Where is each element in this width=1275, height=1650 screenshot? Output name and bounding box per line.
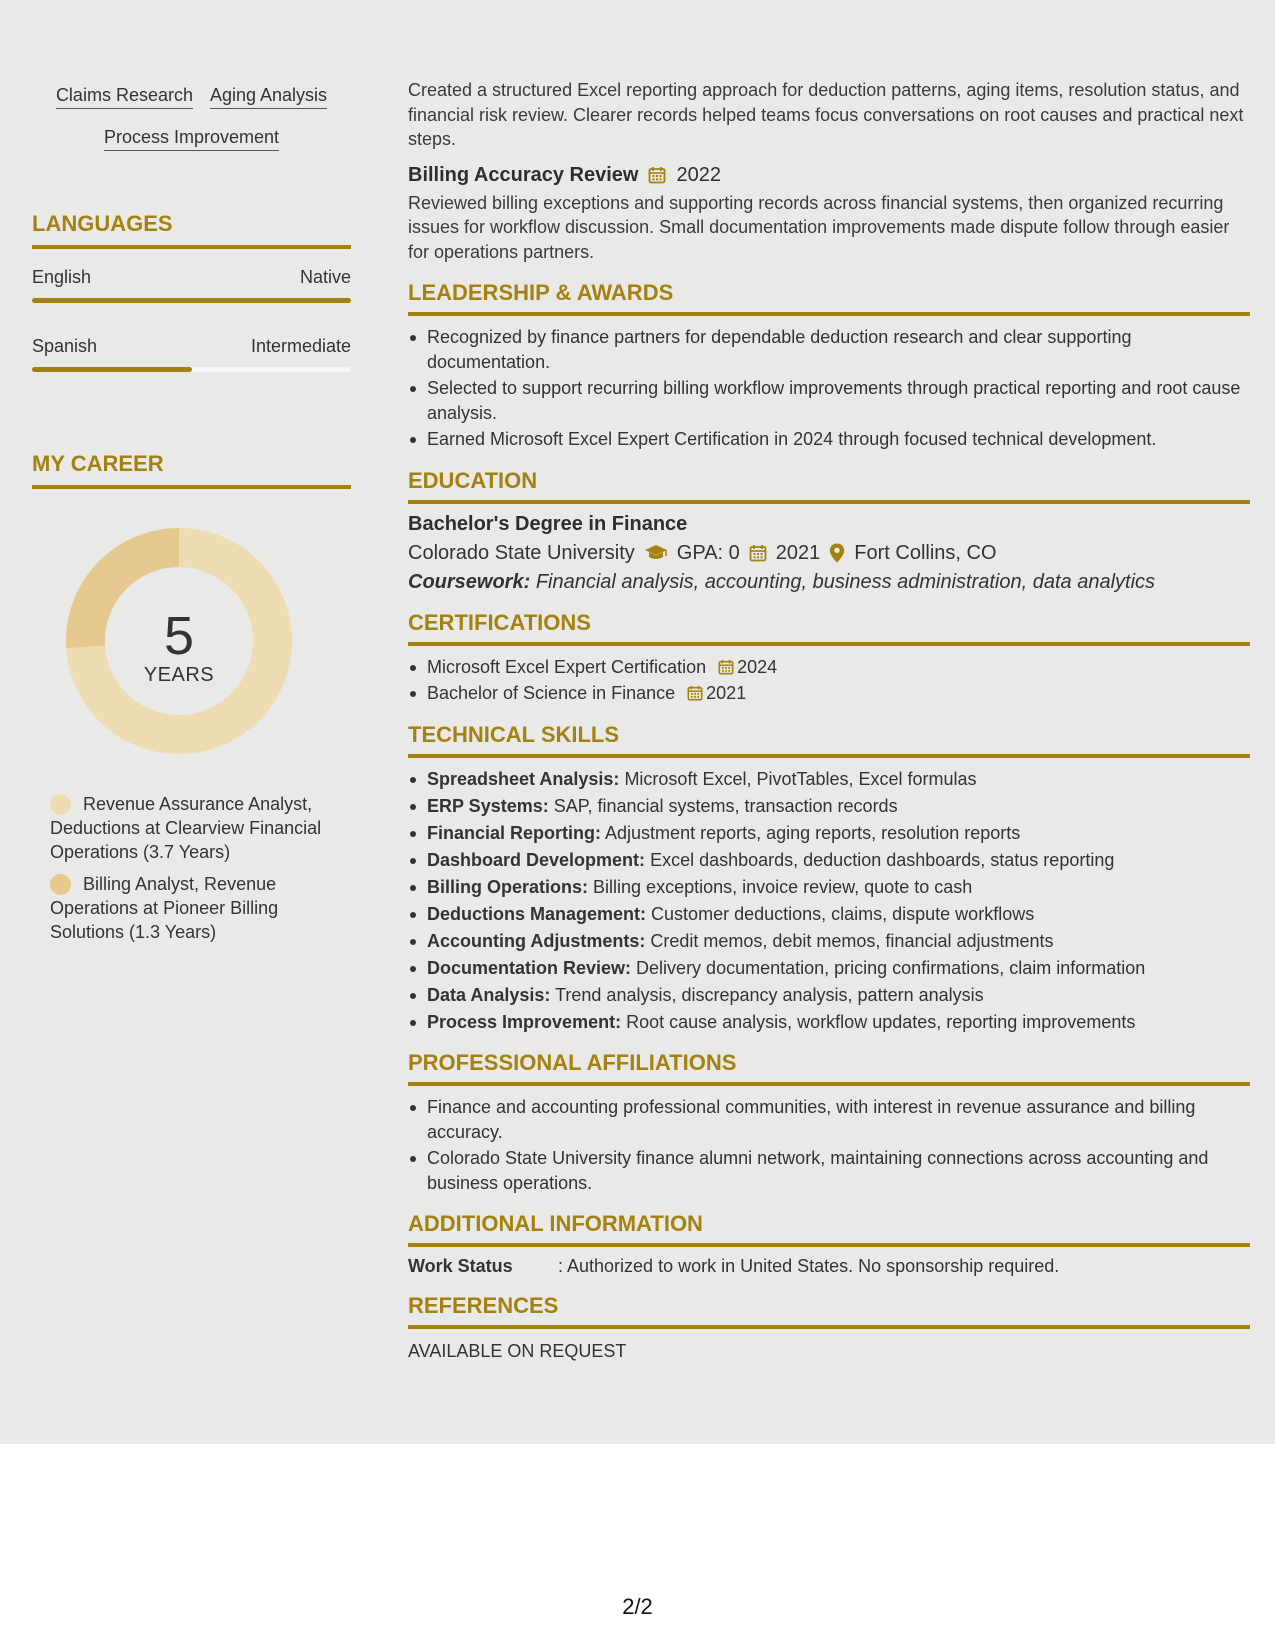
skill-item [408, 767, 1250, 792]
list-item: Earned Microsoft Excel Expert Certification in 2024 through focused technical development. [408, 427, 1250, 452]
graduation-cap-icon [644, 544, 668, 562]
project-title: Billing Accuracy Review [408, 163, 639, 186]
section-title: PROFESSIONAL AFFILIATIONS [408, 1050, 737, 1075]
skill-label: Data Analysis: [427, 984, 551, 1005]
coursework-text: Financial analysis, accounting, business administration, data analytics [535, 570, 1156, 593]
language-bar-fill [32, 298, 351, 303]
section-divider [408, 1243, 1250, 1247]
skill-item [408, 956, 1250, 981]
skill-item [408, 902, 1250, 927]
list-item: Finance and accounting professional communities, with interest in revenue assurance and billing accuracy. [408, 1095, 1250, 1144]
skill-value: Root cause analysis, workflow updates, reporting improvements [626, 1011, 1136, 1032]
gpa: GPA: 0 [676, 541, 740, 564]
coursework [408, 571, 1250, 594]
references-text: AVAILABLE ON REQUEST [408, 1341, 627, 1361]
section-title: LANGUAGES [32, 211, 173, 236]
skill-item [408, 821, 1250, 846]
career-role [50, 792, 340, 864]
skill-item [408, 848, 1250, 873]
skill-chips [32, 84, 351, 168]
language-name: Spanish [32, 336, 98, 356]
skill-value: Adjustment reports, aging reports, resolution reports [605, 822, 1021, 843]
calendar-icon [687, 685, 703, 701]
project-description: Reviewed billing exceptions and supporting records across financial systems, then organized recurring issues for workflow discussion. Small documentation improvements made dispute follow through easier for operations partners. [408, 192, 1230, 262]
skill-value: Delivery documentation, pricing confirmations, claim information [636, 957, 1146, 978]
additional-info-section [408, 1211, 1250, 1277]
skill-chip: Aging Analysis [210, 84, 327, 109]
skill-value: SAP, financial systems, transaction records [553, 795, 898, 816]
skill-value: Excel dashboards, deduction dashboards, status reporting [650, 849, 1115, 870]
technical-skills-section [408, 722, 1250, 1035]
skill-item [408, 1010, 1250, 1035]
work-status-label: Work Status [408, 1256, 513, 1276]
skill-value: Customer deductions, claims, dispute workflows [651, 903, 1035, 924]
language-item [32, 336, 351, 372]
skill-label: Process Improvement: [427, 1011, 622, 1032]
certification-year: 2021 [706, 683, 747, 703]
references-section [408, 1293, 1250, 1362]
education-details [408, 542, 1250, 565]
language-bar [32, 367, 351, 372]
list-item: Selected to support recurring billing workflow improvements through practical reporting and root cause analysis. [408, 376, 1250, 425]
skill-value: Trend analysis, discrepancy analysis, pattern analysis [555, 984, 984, 1005]
career-role-text: Billing Analyst, Revenue Operations at Pioneer Billing Solutions (1.3 Years) [50, 874, 279, 942]
skill-value: Credit memos, debit memos, financial adjustments [650, 930, 1054, 951]
list-item [408, 655, 1250, 680]
skill-label: Deductions Management: [427, 903, 647, 924]
calendar-icon [749, 544, 767, 562]
section-divider [32, 245, 351, 249]
skill-item [408, 794, 1250, 819]
career-role-text: Revenue Assurance Analyst, Deductions at Clearview Financial Operations (3.7 Years) [50, 794, 322, 862]
section-divider [408, 642, 1250, 646]
section-divider [408, 1082, 1250, 1086]
list-item: Colorado State University finance alumni network, maintaining connections across accounting and business operations. [408, 1146, 1250, 1195]
skill-value: Microsoft Excel, PivotTables, Excel formulas [624, 768, 977, 789]
certifications-section [408, 610, 1250, 706]
section-title: MY CAREER [32, 451, 164, 476]
skill-label: Financial Reporting: [427, 822, 602, 843]
skill-label: Spreadsheet Analysis: [427, 768, 620, 789]
location-pin-icon [829, 543, 845, 563]
certification-name: Microsoft Excel Expert Certification [427, 656, 707, 677]
skill-label: Accounting Adjustments: [427, 930, 646, 951]
right-column [408, 78, 1250, 1362]
skill-label: Documentation Review: [427, 957, 632, 978]
skill-label: Dashboard Development: [427, 849, 646, 870]
career-role [50, 872, 340, 944]
project-year: 2022 [676, 163, 721, 186]
skill-item [408, 983, 1250, 1008]
list-item [408, 681, 1250, 706]
work-status-value: : Authorized to work in United States. No sponsorship required. [558, 1256, 1060, 1276]
calendar-icon [648, 166, 666, 184]
section-divider [408, 500, 1250, 504]
language-level: Intermediate [250, 336, 351, 356]
section-divider [408, 754, 1250, 758]
section-title: LEADERSHIP & AWARDS [408, 280, 674, 305]
certification-name: Bachelor of Science in Finance [427, 683, 676, 703]
languages-section [32, 211, 351, 249]
page-number: 2/2 [622, 1594, 653, 1619]
skill-value: Billing exceptions, invoice review, quote to cash [593, 876, 973, 897]
skill-label: ERP Systems: [427, 795, 549, 816]
degree-title: Bachelor's Degree in Finance [408, 512, 688, 535]
section-title: ADDITIONAL INFORMATION [408, 1211, 703, 1236]
skill-item [408, 875, 1250, 900]
legend-dot [50, 794, 71, 815]
skill-chip: Claims Research [56, 84, 193, 109]
language-bar-fill [32, 367, 192, 372]
career-total-years: 5 [163, 606, 195, 666]
section-title: EDUCATION [408, 467, 538, 493]
education-section [408, 468, 1250, 594]
section-divider [32, 485, 351, 489]
affiliations-section [408, 1050, 1250, 1195]
calendar-icon [718, 659, 734, 675]
project-heading [408, 164, 1250, 187]
work-status [408, 1256, 1250, 1277]
section-divider [408, 1325, 1250, 1329]
skill-item [408, 929, 1250, 954]
section-title: CERTIFICATIONS [408, 609, 591, 635]
career-section [32, 451, 351, 489]
certification-year: 2024 [737, 656, 778, 677]
skill-label: Billing Operations: [427, 876, 589, 897]
skill-chip: Process Improvement [104, 126, 279, 151]
graduation-year: 2021 [775, 541, 821, 564]
coursework-label: Coursework: [408, 570, 531, 593]
career-legend [50, 792, 340, 952]
section-divider [408, 312, 1250, 316]
list-item: Recognized by finance partners for dependable deduction research and clear supporting documentation. [408, 325, 1250, 374]
section-title: REFERENCES [408, 1293, 559, 1318]
school-name: Colorado State University [408, 541, 635, 564]
experience-continued-text: Created a structured Excel reporting approach for deduction patterns, aging items, resolution status, and financial risk review. Clearer records helped teams focus conversations on root causes and practical next steps. [408, 80, 1244, 149]
language-name: English [32, 267, 92, 287]
school-location: Fort Collins, CO [854, 541, 997, 564]
section-title: TECHNICAL SKILLS [408, 721, 620, 747]
career-total-label: YEARS [143, 664, 215, 686]
technical-skills-list [408, 767, 1250, 1035]
legend-dot [50, 874, 71, 895]
leadership-section [408, 280, 1250, 452]
language-bar [32, 298, 351, 303]
language-item [32, 267, 351, 303]
language-level: Native [299, 267, 351, 287]
